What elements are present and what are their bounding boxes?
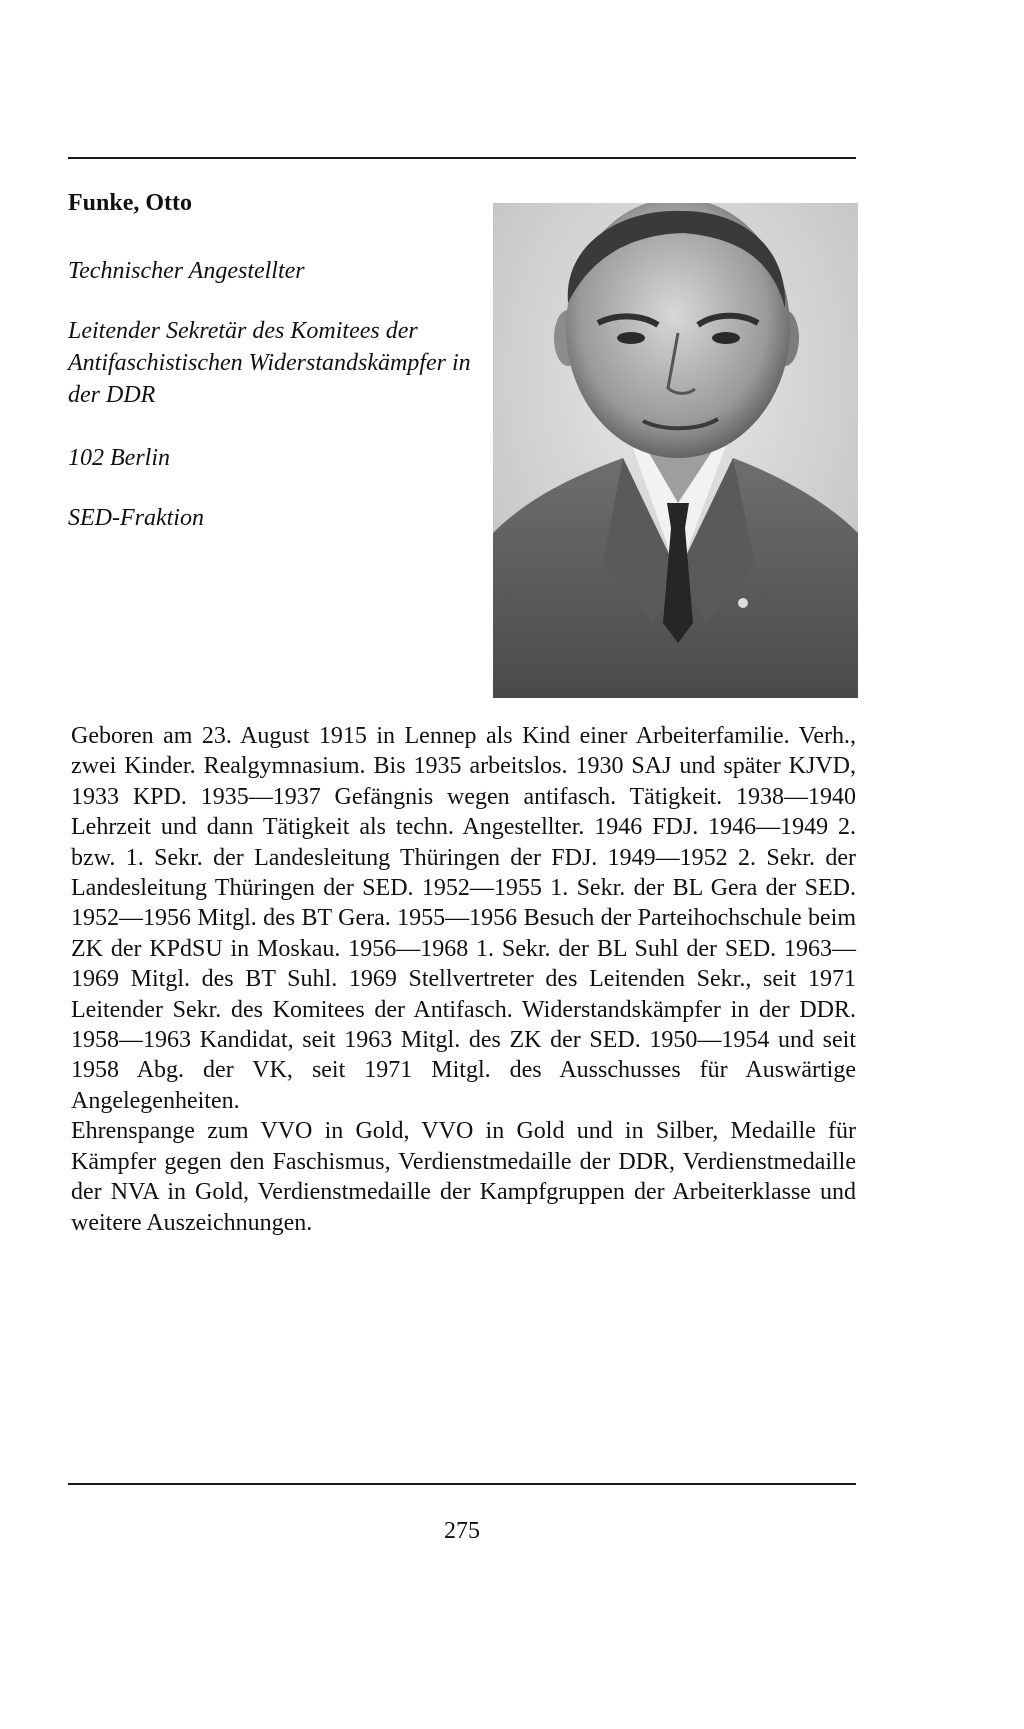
portrait-photo-icon	[493, 203, 858, 698]
entry-faction: SED-Fraktion	[68, 505, 204, 531]
top-divider	[68, 157, 856, 159]
biography-career: Geboren am 23. August 1915 in Lennep als Kind einer Arbeiterfamilie. Verh., zwei Kinder. Realgymnasium. Bis 1935 arbeitslos. 1930 SAJ und später KJVD, 1933 KPD. 1935—1937 Gefängnis wegen antifasch. Tätigkeit. 1938—1940 Lehrzeit und dann Tätigkeit als techn. Angestellter. 1946 FDJ. 1946—1949 2. bzw. 1. Sekr. der Landesleitung Thüringen der FDJ. 1949—1952 2. Sekr. der Landesleitung Thüringen der SED. 1952—1955 1. Sekr. der BL Gera der SED. 1952—1956 Mitgl. des BT Gera. 1955—1956 Besuch der Parteihochschule beim ZK der KPdSU in Moskau. 1956—1968 1. Sekr. der BL Suhl der SED. 1963—1969 Mitgl. des BT Suhl. 1969 Stellvertreter des Leitenden Sekr., seit 1971 Leitender Sekr. des Komitees der Antifasch. Widerstandskämpfer in der DDR. 1958—1963 Kandidat, seit 1963 Mitgl. des ZK der SED. 1950—1954 und seit 1958 Abg. der VK, seit 1971 Mitgl. des Ausschusses für Auswärtige Angelegenheiten.	[71, 723, 856, 1114]
biography	[71, 721, 856, 1238]
page-number: 275	[444, 1518, 480, 1544]
entry-name: Funke, Otto	[68, 190, 193, 216]
portrait-photo	[493, 203, 858, 698]
entry-city: 102 Berlin	[68, 445, 170, 471]
entry-position: Leitender Sekretär des Komitees der Antifaschistischen Widerstandskämpfer in der DDR	[68, 318, 471, 408]
biography-awards: Ehrenspange zum VVO in Gold, VVO in Gold und in Silber, Medaille für Kämpfer gegen den Faschismus, Verdienstmedaille der DDR, Verdienstmedaille der NVA in Gold, Verdienstmedaille der Kampfgruppen der Arbeiterklasse und weitere Auszeichnungen.	[71, 1118, 856, 1236]
bottom-divider	[68, 1483, 856, 1485]
entry-occupation: Technischer Angestellter	[68, 258, 305, 284]
